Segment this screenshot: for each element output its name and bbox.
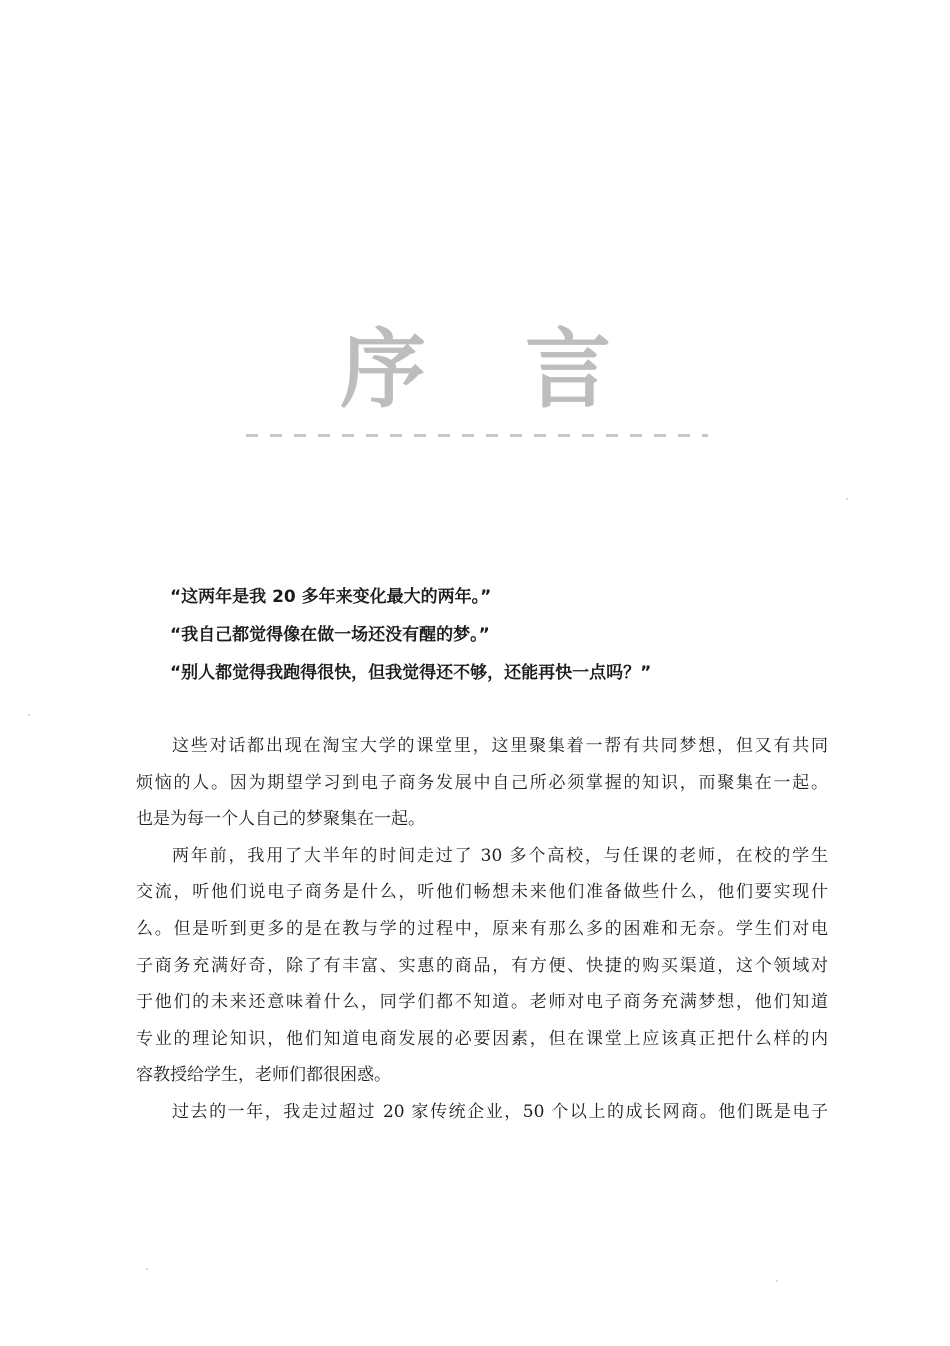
paragraph-line: 容教授给学生，老师们都很困惑。 <box>136 1065 391 1086</box>
title-char-xu: 序 <box>340 319 426 420</box>
scan-speck <box>28 714 30 716</box>
paragraph-line: 专业的理论知识，他们知道电商发展的必要因素，但在课堂上应该真正把什么样的内 <box>136 1028 828 1049</box>
paragraph-line: 也是为每一个人自己的梦聚集在一起。 <box>136 809 425 830</box>
paragraph-line: 过去的一年，我走过超过 20 家传统企业，50 个以上的成长网商。他们既是电子 <box>172 1101 828 1122</box>
quote-line: “这两年是我 20 多年来变化最大的两年。” <box>170 587 492 607</box>
paragraph-line: 两年前，我用了大半年的时间走过了 30 多个高校，与任课的老师，在校的学生 <box>172 845 828 866</box>
paragraph-line: 这些对话都出现在淘宝大学的课堂里，这里聚集着一帮有共同梦想，但又有共同 <box>172 736 828 756</box>
paragraph-line: 子商务充满好奇，除了有丰富、实惠的商品，有方便、快捷的购买渠道，这个领域对 <box>136 955 828 976</box>
scan-speck <box>146 1268 148 1270</box>
paragraph-line: 烦恼的人。因为期望学习到电子商务发展中自己所必须掌握的知识，而聚集在一起。 <box>136 772 828 793</box>
section-title <box>340 320 630 420</box>
title-char-yan: 言 <box>525 319 611 420</box>
paragraph-line: 于他们的未来还意味着什么，同学们都不知道。老师对电子商务充满梦想，他们知道 <box>136 992 828 1013</box>
body-text <box>136 728 828 1131</box>
scan-speck <box>846 498 848 500</box>
scan-speck <box>776 1280 778 1282</box>
paragraph-line: 交流，听他们说电子商务是什么，听他们畅想未来他们准备做些什么，他们要实现什 <box>136 882 828 903</box>
quote-block <box>170 578 830 692</box>
title-divider <box>246 434 708 437</box>
paragraph-line: 么。但是听到更多的是在教与学的过程中，原来有那么多的困难和无奈。学生们对电 <box>136 918 828 939</box>
quote-line: “我自己都觉得像在做一场还没有醒的梦。” <box>170 625 490 645</box>
quote-line: “别人都觉得我跑得很快，但我觉得还不够，还能再快一点吗？” <box>170 663 652 683</box>
